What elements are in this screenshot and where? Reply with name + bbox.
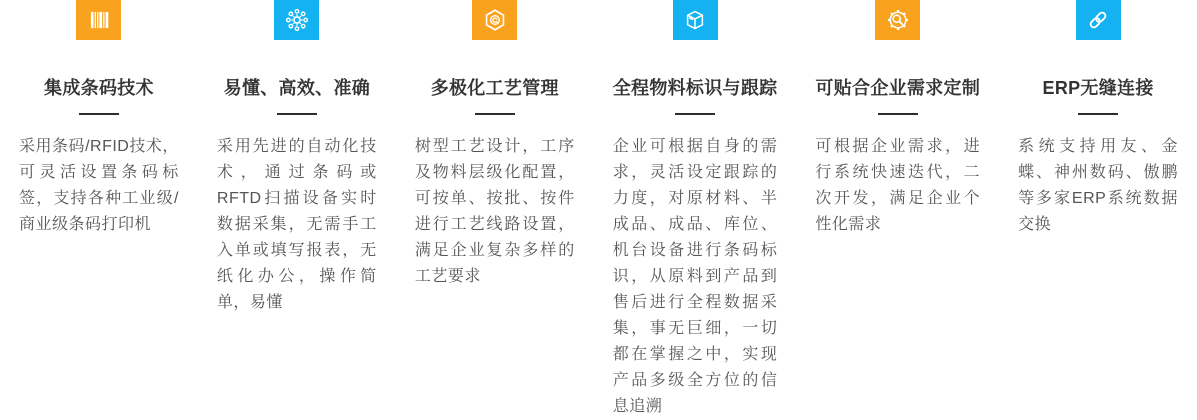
title-divider <box>475 113 515 115</box>
network-hub-icon <box>274 0 319 40</box>
title-divider <box>878 113 918 115</box>
feature-title: 可贴合企业需求定制 <box>815 78 981 98</box>
title-divider <box>79 113 119 115</box>
feature-description: 系统支持用友、金蝶、神州数码、傲鹏等多家ERP系统数据交换 <box>1018 138 1179 233</box>
feature-title: 集成条码技术 <box>44 78 154 98</box>
feature-description: 采用先进的自动化技术，通过条码或RFTD扫描设备实时数据采集，无需手工入单或填写报表，无纸化办公，操作简单，易懂 <box>216 138 377 311</box>
feature-title: 易懂、高效、准确 <box>223 78 371 98</box>
feature-barcode-integration <box>0 0 198 420</box>
feature-description: 采用条码/RFID技术，可灵活设置条码标签，支持各种工业级/商业级条码打印机 <box>19 138 179 233</box>
feature-description: 企业可根据自身的需求，灵活设定跟踪的力度，对原材料、半成品、成品、库位、机台设备进行条码标识，从原料到产品到售后进行全程数据采集，事无巨细，一切都在掌握之中，实现产品多级全方位的信息追溯 <box>612 138 778 415</box>
feature-process-management <box>396 0 594 420</box>
barcode-icon <box>76 0 121 40</box>
feature-title: 全程物料标识与跟踪 <box>612 78 778 98</box>
gear-magnifier-icon <box>875 0 920 40</box>
feature-description: 可根据企业需求，进行系统快速迭代，二次开发，满足企业个性化需求 <box>815 138 981 233</box>
feature-customization <box>796 0 999 420</box>
title-divider <box>675 113 715 115</box>
feature-easy-efficient-accurate <box>198 0 396 420</box>
feature-erp-connection <box>999 0 1197 420</box>
feature-material-tracking <box>594 0 797 420</box>
title-divider <box>277 113 317 115</box>
feature-title: ERP无缝连接 <box>1042 78 1154 98</box>
title-divider <box>1078 113 1118 115</box>
chain-link-icon <box>1076 0 1121 40</box>
package-box-icon <box>673 0 718 40</box>
hexagon-process-icon <box>472 0 517 40</box>
feature-title: 多极化工艺管理 <box>430 78 559 98</box>
feature-description: 树型工艺设计，工序及物料层级化配置，可按单、按批、按件进行工艺线路设置，满足企业复杂多样的工艺要求 <box>414 138 575 285</box>
